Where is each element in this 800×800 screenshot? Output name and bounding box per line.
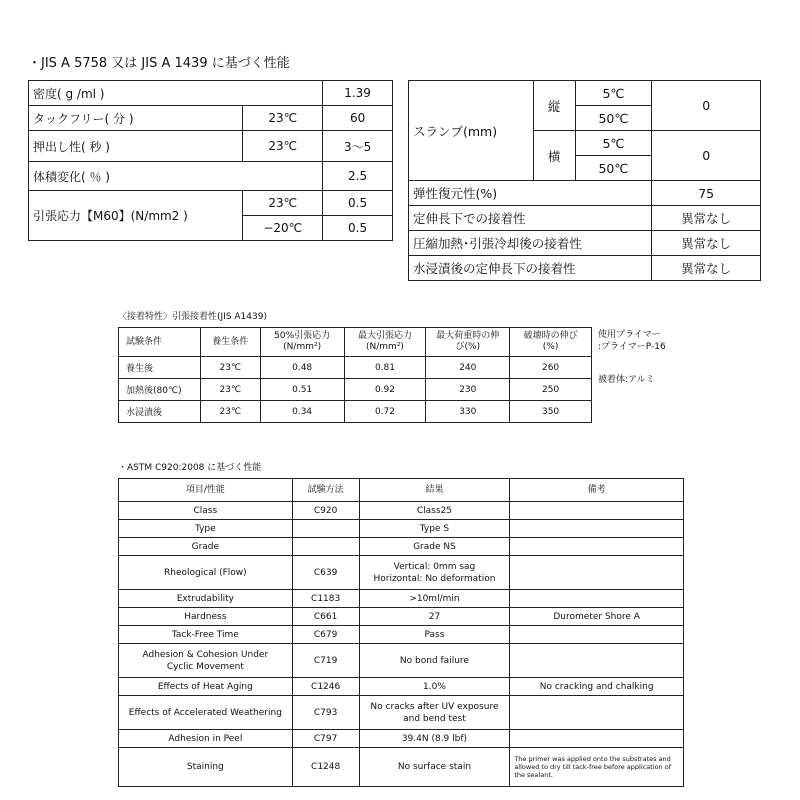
cell-item: Staining [119, 748, 293, 787]
table-row [119, 520, 684, 538]
cell-result: Type S [359, 520, 510, 538]
cell-remark [510, 538, 684, 556]
cell-method: C797 [292, 730, 359, 748]
hdr-stress50: 50%引張応力 (N/mm²) [260, 328, 344, 357]
table-row [29, 162, 393, 191]
cell-method: C719 [292, 644, 359, 678]
table-row [119, 357, 592, 379]
cell-method: C1246 [292, 678, 359, 696]
slump-h-5c: 5℃ [575, 131, 652, 156]
cell-result: No bond failure [359, 644, 510, 678]
cell-item: Class [119, 502, 293, 520]
substrate-note: 被着体:アルミ [598, 375, 655, 385]
cell-emax: 240 [426, 357, 510, 379]
table-row [409, 81, 761, 106]
cell-s50: 0.34 [260, 401, 344, 423]
table-row [409, 181, 761, 206]
extrusion-cond: 23℃ [243, 131, 323, 162]
table-row [119, 502, 684, 520]
table-row [409, 256, 761, 281]
cell-ebreak: 250 [510, 379, 592, 401]
slump-label: スランプ(mm) [409, 81, 534, 181]
extrusion-label: 押出し性( 秒 ) [29, 131, 243, 162]
adhesion-heat-label: 圧縮加熱･引張冷却後の接着性 [409, 231, 652, 256]
cell-remark [510, 696, 684, 730]
adhesion-ext-label: 定伸長下での接着性 [409, 206, 652, 231]
volume-label: 体積変化( ％ ) [29, 162, 323, 191]
table-row [119, 696, 684, 730]
cell-method: C920 [292, 502, 359, 520]
jis-slump-table [408, 80, 761, 281]
table-header-row [119, 479, 684, 502]
table-row [119, 379, 592, 401]
cell-smax: 0.92 [344, 379, 426, 401]
tensile-cond1: 23℃ [243, 191, 323, 216]
density-label: 密度( g /ml ) [29, 81, 323, 106]
cell-result: No surface stain [359, 748, 510, 787]
cell-item: Grade [119, 538, 293, 556]
table-row [119, 556, 684, 590]
cell-method: C661 [292, 608, 359, 626]
cell-smax: 0.81 [344, 357, 426, 379]
cell-result: >10ml/min [359, 590, 510, 608]
table-row [29, 106, 393, 131]
cell-s50: 0.48 [260, 357, 344, 379]
table-row [29, 131, 393, 162]
table-row [119, 644, 684, 678]
elastic-value: 75 [652, 181, 761, 206]
slump-horizontal: 横 [533, 131, 575, 181]
cell-result: Class25 [359, 502, 510, 520]
table-row [119, 626, 684, 644]
slump-v-value: 0 [652, 81, 761, 131]
cell-result: 1.0% [359, 678, 510, 696]
table-row [409, 231, 761, 256]
cell-result: No cracks after UV exposure and bend test [359, 696, 510, 730]
astm-heading: ・ASTM C920:2008 に基づく性能 [118, 463, 262, 473]
astm-table [118, 478, 684, 787]
table-row [119, 590, 684, 608]
cell-method: C1248 [292, 748, 359, 787]
tensile-label: 引張応力【M60】(N/mm2 ) [29, 191, 243, 241]
tackfree-cond: 23℃ [243, 106, 323, 131]
primer-note: 使用プライマー :プライマーP-16 [598, 330, 666, 352]
adhesion-heading: 〈接着特性〉引張接着性(JIS A1439) [118, 312, 267, 322]
cell-remark [510, 626, 684, 644]
slump-v-50c: 50℃ [575, 106, 652, 131]
table-row [119, 748, 684, 787]
cell-result: Grade NS [359, 538, 510, 556]
cell-remark [510, 556, 684, 590]
cell-cond: 加熱後(80℃) [119, 379, 201, 401]
cell-cure: 23℃ [200, 401, 260, 423]
cell-item: Adhesion in Peel [119, 730, 293, 748]
table-row [119, 401, 592, 423]
hdr-curing: 養生条件 [200, 328, 260, 357]
cell-emax: 330 [426, 401, 510, 423]
hdr-item: 項目/性能 [119, 479, 293, 502]
cell-smax: 0.72 [344, 401, 426, 423]
table-row [119, 730, 684, 748]
slump-h-50c: 50℃ [575, 156, 652, 181]
hdr-result: 結果 [359, 479, 510, 502]
adhesion-table [118, 327, 592, 423]
table-row [409, 206, 761, 231]
cell-result: Vertical: 0mm sag Horizontal: No deformation [359, 556, 510, 590]
cell-item: Effects of Heat Aging [119, 678, 293, 696]
table-row [29, 81, 393, 106]
cell-item: Type [119, 520, 293, 538]
cell-result: 39.4N (8.9 lbf) [359, 730, 510, 748]
cell-remark: Durometer Shore A [510, 608, 684, 626]
table-row [119, 678, 684, 696]
adhesion-water-label: 水浸漬後の定伸長下の接着性 [409, 256, 652, 281]
cell-item: Extrudability [119, 590, 293, 608]
cell-emax: 230 [426, 379, 510, 401]
cell-item: Rheological (Flow) [119, 556, 293, 590]
cell-remark [510, 502, 684, 520]
cell-method [292, 538, 359, 556]
adhesion-ext-value: 異常なし [652, 206, 761, 231]
cell-remark: No cracking and chalking [510, 678, 684, 696]
tensile-cond2: −20℃ [243, 216, 323, 241]
elastic-label: 弾性復元性(%) [409, 181, 652, 206]
table-header-row [119, 328, 592, 357]
adhesion-heat-value: 異常なし [652, 231, 761, 256]
table-row [119, 538, 684, 556]
cell-remark [510, 590, 684, 608]
cell-remark [510, 520, 684, 538]
tensile-value1: 0.5 [323, 191, 393, 216]
hdr-method: 試験方法 [292, 479, 359, 502]
cell-cond: 水浸漬後 [119, 401, 201, 423]
slump-vertical: 縦 [533, 81, 575, 131]
cell-ebreak: 260 [510, 357, 592, 379]
hdr-elong-max: 最大荷重時の伸 び(%) [426, 328, 510, 357]
cell-item: Adhesion & Cohesion Under Cyclic Movement [119, 644, 293, 678]
table-row [119, 608, 684, 626]
cell-method: C1183 [292, 590, 359, 608]
extrusion-value: 3～5 [323, 131, 393, 162]
hdr-remark: 備考 [510, 479, 684, 502]
cell-cure: 23℃ [200, 379, 260, 401]
cell-cure: 23℃ [200, 357, 260, 379]
cell-cond: 養生後 [119, 357, 201, 379]
tackfree-value: 60 [323, 106, 393, 131]
jis-properties-table [28, 80, 393, 241]
hdr-elong-break: 破壊時の伸び (%) [510, 328, 592, 357]
cell-item: Tack-Free Time [119, 626, 293, 644]
density-value: 1.39 [323, 81, 393, 106]
cell-remark: The primer was applied onto the substrates and allowed to dry till tack-free before application of the sealant. [510, 748, 684, 787]
cell-method [292, 520, 359, 538]
cell-remark [510, 730, 684, 748]
cell-s50: 0.51 [260, 379, 344, 401]
tackfree-label: タックフリー( 分 ) [29, 106, 243, 131]
cell-result: Pass [359, 626, 510, 644]
adhesion-water-value: 異常なし [652, 256, 761, 281]
volume-value: 2.5 [323, 162, 393, 191]
cell-method: C639 [292, 556, 359, 590]
cell-method: C679 [292, 626, 359, 644]
cell-remark [510, 644, 684, 678]
table-row [29, 191, 393, 216]
cell-ebreak: 350 [510, 401, 592, 423]
tensile-value2: 0.5 [323, 216, 393, 241]
slump-v-5c: 5℃ [575, 81, 652, 106]
cell-result: 27 [359, 608, 510, 626]
hdr-condition: 試験条件 [119, 328, 201, 357]
jis-heading: ・JIS A 5758 又は JIS A 1439 に基づく性能 [28, 56, 290, 71]
slump-h-value: 0 [652, 131, 761, 181]
cell-item: Hardness [119, 608, 293, 626]
cell-method: C793 [292, 696, 359, 730]
cell-item: Effects of Accelerated Weathering [119, 696, 293, 730]
hdr-maxstress: 最大引張応力 (N/mm²) [344, 328, 426, 357]
